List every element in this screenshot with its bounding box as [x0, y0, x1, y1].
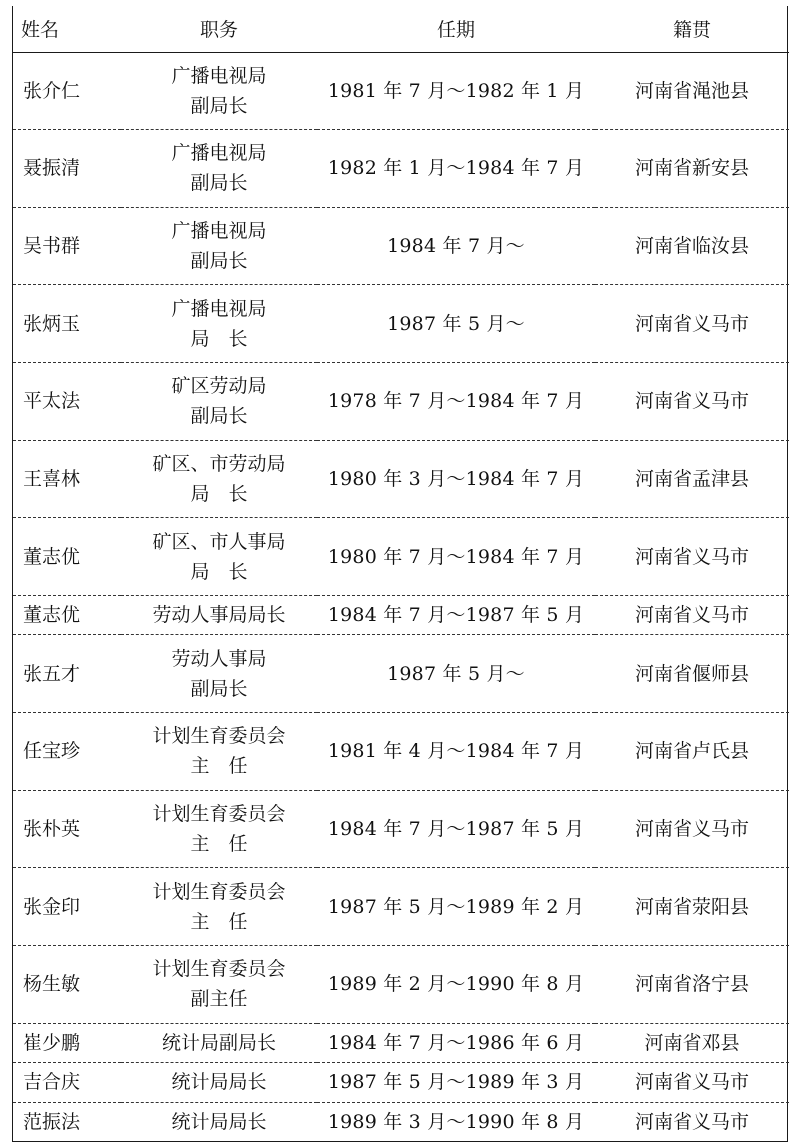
cell-origin: 河南省义马市	[634, 1110, 749, 1133]
cell-origin: 河南省义马市	[595, 518, 789, 596]
cell-term: 1989 年 2 月～1990 年 8 月	[317, 946, 595, 1024]
cell-name: 聂振清	[13, 130, 121, 208]
cell-origin: 河南省义马市	[595, 285, 789, 363]
position-line: 计划生育委员会	[152, 725, 286, 748]
position-line: 矿区、市劳动局	[152, 453, 286, 476]
table-row	[13, 595, 789, 634]
cell-term: 1987 年 5 月～	[317, 635, 595, 713]
position-line: 计划生育委员会	[152, 880, 286, 903]
cell-term: 1984 年 7 月～1986 年 6 月	[317, 1023, 595, 1062]
cell-origin: 河南省义马市	[595, 595, 789, 634]
cell-name: 董志优	[13, 595, 121, 634]
position-line: 副局长	[190, 250, 248, 273]
cell-name: 王喜林	[13, 440, 121, 518]
table-row	[13, 285, 789, 363]
position-line: 矿区劳动局	[171, 375, 267, 398]
cell-name: 张介仁	[13, 52, 121, 130]
table-body	[13, 52, 789, 1141]
position-line: 主 任	[190, 833, 248, 856]
cell-origin: 河南省荥阳县	[595, 868, 789, 946]
cell-term: 1984 年 7 月～	[317, 207, 595, 285]
position-line: 统计局局长	[171, 1071, 267, 1094]
cell-origin: 河南省偃师县	[595, 635, 789, 713]
table-frame	[12, 6, 788, 1142]
cell-term: 1987 年 5 月～1989 年 2 月	[317, 868, 595, 946]
position-line: 计划生育委员会	[152, 803, 286, 826]
cell-position	[121, 363, 317, 441]
table-row	[13, 1063, 789, 1102]
cell-origin: 河南省义马市	[595, 1063, 789, 1102]
cell-origin: 河南省卢氏县	[595, 713, 789, 791]
header-position: 职务	[121, 6, 317, 52]
position-line: 主 任	[190, 910, 248, 933]
cell-position	[121, 868, 317, 946]
table-row	[13, 635, 789, 713]
position-line: 统计局副局长	[161, 1031, 276, 1054]
position-line: 广播电视局	[171, 142, 267, 165]
table-header	[13, 6, 789, 52]
position-line: 局 长	[190, 327, 248, 350]
table-row	[13, 946, 789, 1024]
cell-origin: 河南省临汝县	[595, 207, 789, 285]
cell-position	[121, 1102, 317, 1141]
cell-position	[121, 595, 317, 634]
cell-position	[121, 130, 317, 208]
table-row	[13, 440, 789, 518]
position-line: 统计局局长	[171, 1110, 267, 1133]
cell-term: 1978 年 7 月～1984 年 7 月	[317, 363, 595, 441]
cell-term: 1980 年 3 月～1984 年 7 月	[317, 440, 595, 518]
cell-term: 1981 年 4 月～1984 年 7 月	[317, 713, 595, 791]
position-line: 广播电视局	[171, 220, 267, 243]
cell-term: 1987 年 5 月～	[317, 285, 595, 363]
cell-position	[121, 52, 317, 130]
table-row	[13, 363, 789, 441]
cell-name: 张朴英	[13, 790, 121, 868]
position-line: 广播电视局	[171, 297, 267, 320]
table-row	[13, 713, 789, 791]
cell-origin: 河南省义马市	[595, 363, 789, 441]
cell-position	[121, 518, 317, 596]
position-line: 局 长	[190, 483, 248, 506]
position-line: 副局长	[190, 405, 248, 428]
position-line: 矿区、市人事局	[152, 530, 286, 553]
cell-term: 1981 年 7 月～1982 年 1 月	[317, 52, 595, 130]
cell-name: 范振法	[23, 1110, 81, 1133]
cell-origin: 河南省新安县	[595, 130, 789, 208]
position-line: 计划生育委员会	[152, 958, 286, 981]
cell-term: 1984 年 7 月～1987 年 5 月	[317, 595, 595, 634]
cell-term: 1987 年 5 月～1989 年 3 月	[317, 1063, 595, 1102]
table-row	[13, 1023, 789, 1062]
cell-term: 1989 年 3 月～1990 年 8 月	[327, 1110, 585, 1133]
header-origin: 籍贯	[595, 6, 789, 52]
position-line: 主 任	[190, 755, 248, 778]
cell-position	[121, 285, 317, 363]
cell-position	[121, 207, 317, 285]
header-name: 姓名	[13, 6, 121, 52]
position-line: 劳动人事局局长	[152, 604, 286, 627]
cell-origin: 河南省洛宁县	[595, 946, 789, 1024]
position-line: 副主任	[190, 988, 248, 1011]
position-line: 副局长	[190, 677, 248, 700]
cell-term: 1980 年 7 月～1984 年 7 月	[317, 518, 595, 596]
table-row	[13, 130, 789, 208]
table-row	[13, 518, 789, 596]
cell-position	[121, 946, 317, 1024]
cell-name: 杨生敏	[13, 946, 121, 1024]
cell-position	[121, 713, 317, 791]
cell-origin: 河南省渑池县	[595, 52, 789, 130]
table-row	[13, 868, 789, 946]
cell-name: 张五才	[13, 635, 121, 713]
cell-position	[121, 635, 317, 713]
cell-origin: 河南省义马市	[595, 790, 789, 868]
header-row	[13, 6, 789, 52]
cell-name: 吉合庆	[13, 1063, 121, 1102]
cell-term: 1984 年 7 月～1987 年 5 月	[317, 790, 595, 868]
cell-name: 平太法	[13, 363, 121, 441]
table-row	[13, 1102, 789, 1141]
table-row	[13, 52, 789, 130]
position-line: 局 长	[190, 560, 248, 583]
cell-name: 张炳玉	[13, 285, 121, 363]
officials-table	[13, 6, 789, 1141]
cell-position	[121, 1023, 317, 1062]
header-term: 任期	[317, 6, 595, 52]
cell-position	[121, 1063, 317, 1102]
position-line: 副局长	[190, 172, 248, 195]
cell-origin: 河南省邓县	[595, 1023, 789, 1062]
cell-name: 董志优	[13, 518, 121, 596]
position-line: 广播电视局	[171, 64, 267, 87]
cell-name: 任宝珍	[13, 713, 121, 791]
cell-position	[121, 790, 317, 868]
cell-origin: 河南省孟津县	[595, 440, 789, 518]
position-line: 副局长	[190, 94, 248, 117]
cell-name: 张金印	[13, 868, 121, 946]
cell-term: 1982 年 1 月～1984 年 7 月	[317, 130, 595, 208]
table-row	[13, 790, 789, 868]
cell-position	[121, 440, 317, 518]
table-row	[13, 207, 789, 285]
position-line: 劳动人事局	[171, 647, 267, 670]
cell-name: 崔少鹏	[13, 1023, 121, 1062]
cell-name: 吴书群	[13, 207, 121, 285]
